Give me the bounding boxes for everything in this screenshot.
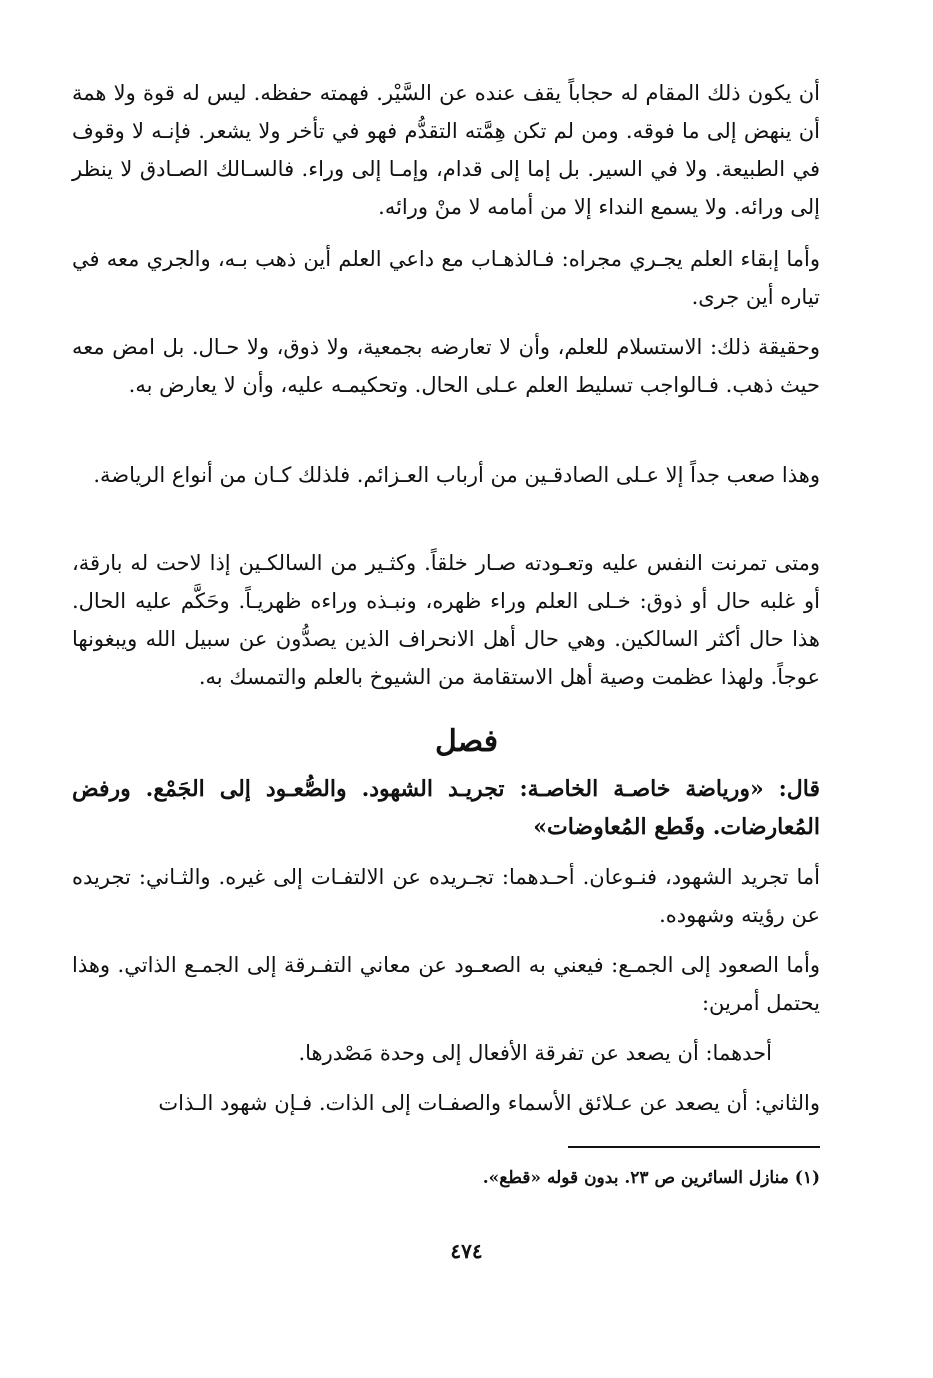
page-number: ٤٧٤	[450, 1239, 483, 1263]
paragraph-4: وهذا صعب جداً إلا عـلى الصادقـين من أرباب العـزائم. فلذلك كـان من أنواع الرياضة.	[93, 463, 820, 487]
quote-paragraph: قال: «ورياضة خاصـة الخاصـة: تجريـد الشهود. والصُّعـود إلى الجَمْع. ورفض المُعارضات. وقَطع المُعاوضات»	[72, 776, 820, 840]
paragraph-7: وأما الصعود إلى الجمـع: فيعني به الصعـود عن معاني التفـرقة إلى الجمـع الذاتي. وهذا يحتمل أمرين:	[72, 953, 820, 1015]
paragraph-5: ومتى تمرنت النفس عليه وتعـودته صـار خلقاً. وكثـير من السالكـين إذا لاحت له بارقة، أو غلبه حال أو ذوق: خـلى العلم وراء ظهره، ونبـذه وراءه ظهريـاً. وحَكَّم عليه الحال. هذا حال أكثر السالكين. وهي حال أهل الانحراف الذين يصدُّون عن سبيل الله ويبغونها عوجاً. ولهذا عظمت وصية أهل الاستقامة من الشيوخ بالعلم والتمسك به.	[72, 551, 820, 689]
paragraph-1: أن يكون ذلك المقام له حجاباً يقف عنده عن السَّيْر. فهمته حفظه. ليس له قوة ولا همة أن ينهض إلى ما فوقه. ومن لم تكن هِمَّته التقدُّم فهو في تأخر ولا يشعر. فإنـه لا وقوف في الطبيعة. ولا في السير. بل إما إلى قدام، وإمـا إلى وراء. فالسـالك الصـادق لا ينظر إلى ورائه. ولا يسمع النداء إلا من أمامه لا منْ ورائه.	[72, 81, 820, 219]
paragraph-2: وأما إبقاء العلم يجـري مجراه: فـالذهـاب مع داعي العلم أين ذهب بـه، والجري معه في تياره أين جرى.	[72, 247, 820, 309]
paragraph-6: أما تجريد الشهود، فنـوعان. أحـدهما: تجـريده عن الالتفـات إلى غيره. والثـاني: تجريده عن رؤيته وشهوده.	[72, 865, 820, 927]
footnote-divider	[568, 1146, 820, 1148]
paragraph-9: والثاني: أن يصعد عن عـلائق الأسماء والصفـات إلى الذات. فـإن شهود الـذات	[158, 1091, 820, 1115]
paragraph-3: وحقيقة ذلك: الاستسلام للعلم، وأن لا تعارضه بجمعية، ولا ذوق، ولا حـال. بل امض معه حيث ذهب. فـالواجب تسليط العلم عـلى الحال. وتحكيمـه عليه، وأن لا يعارض به.	[72, 335, 820, 397]
section-heading: فصل	[434, 724, 499, 759]
paragraph-8: أحدهما: أن يصعد عن تفرقة الأفعال إلى وحدة مَصْدرها.	[298, 1041, 772, 1065]
footnote: (١) منازل السائرين ص ٢٣. بدون قوله «قطع».	[482, 1168, 820, 1188]
